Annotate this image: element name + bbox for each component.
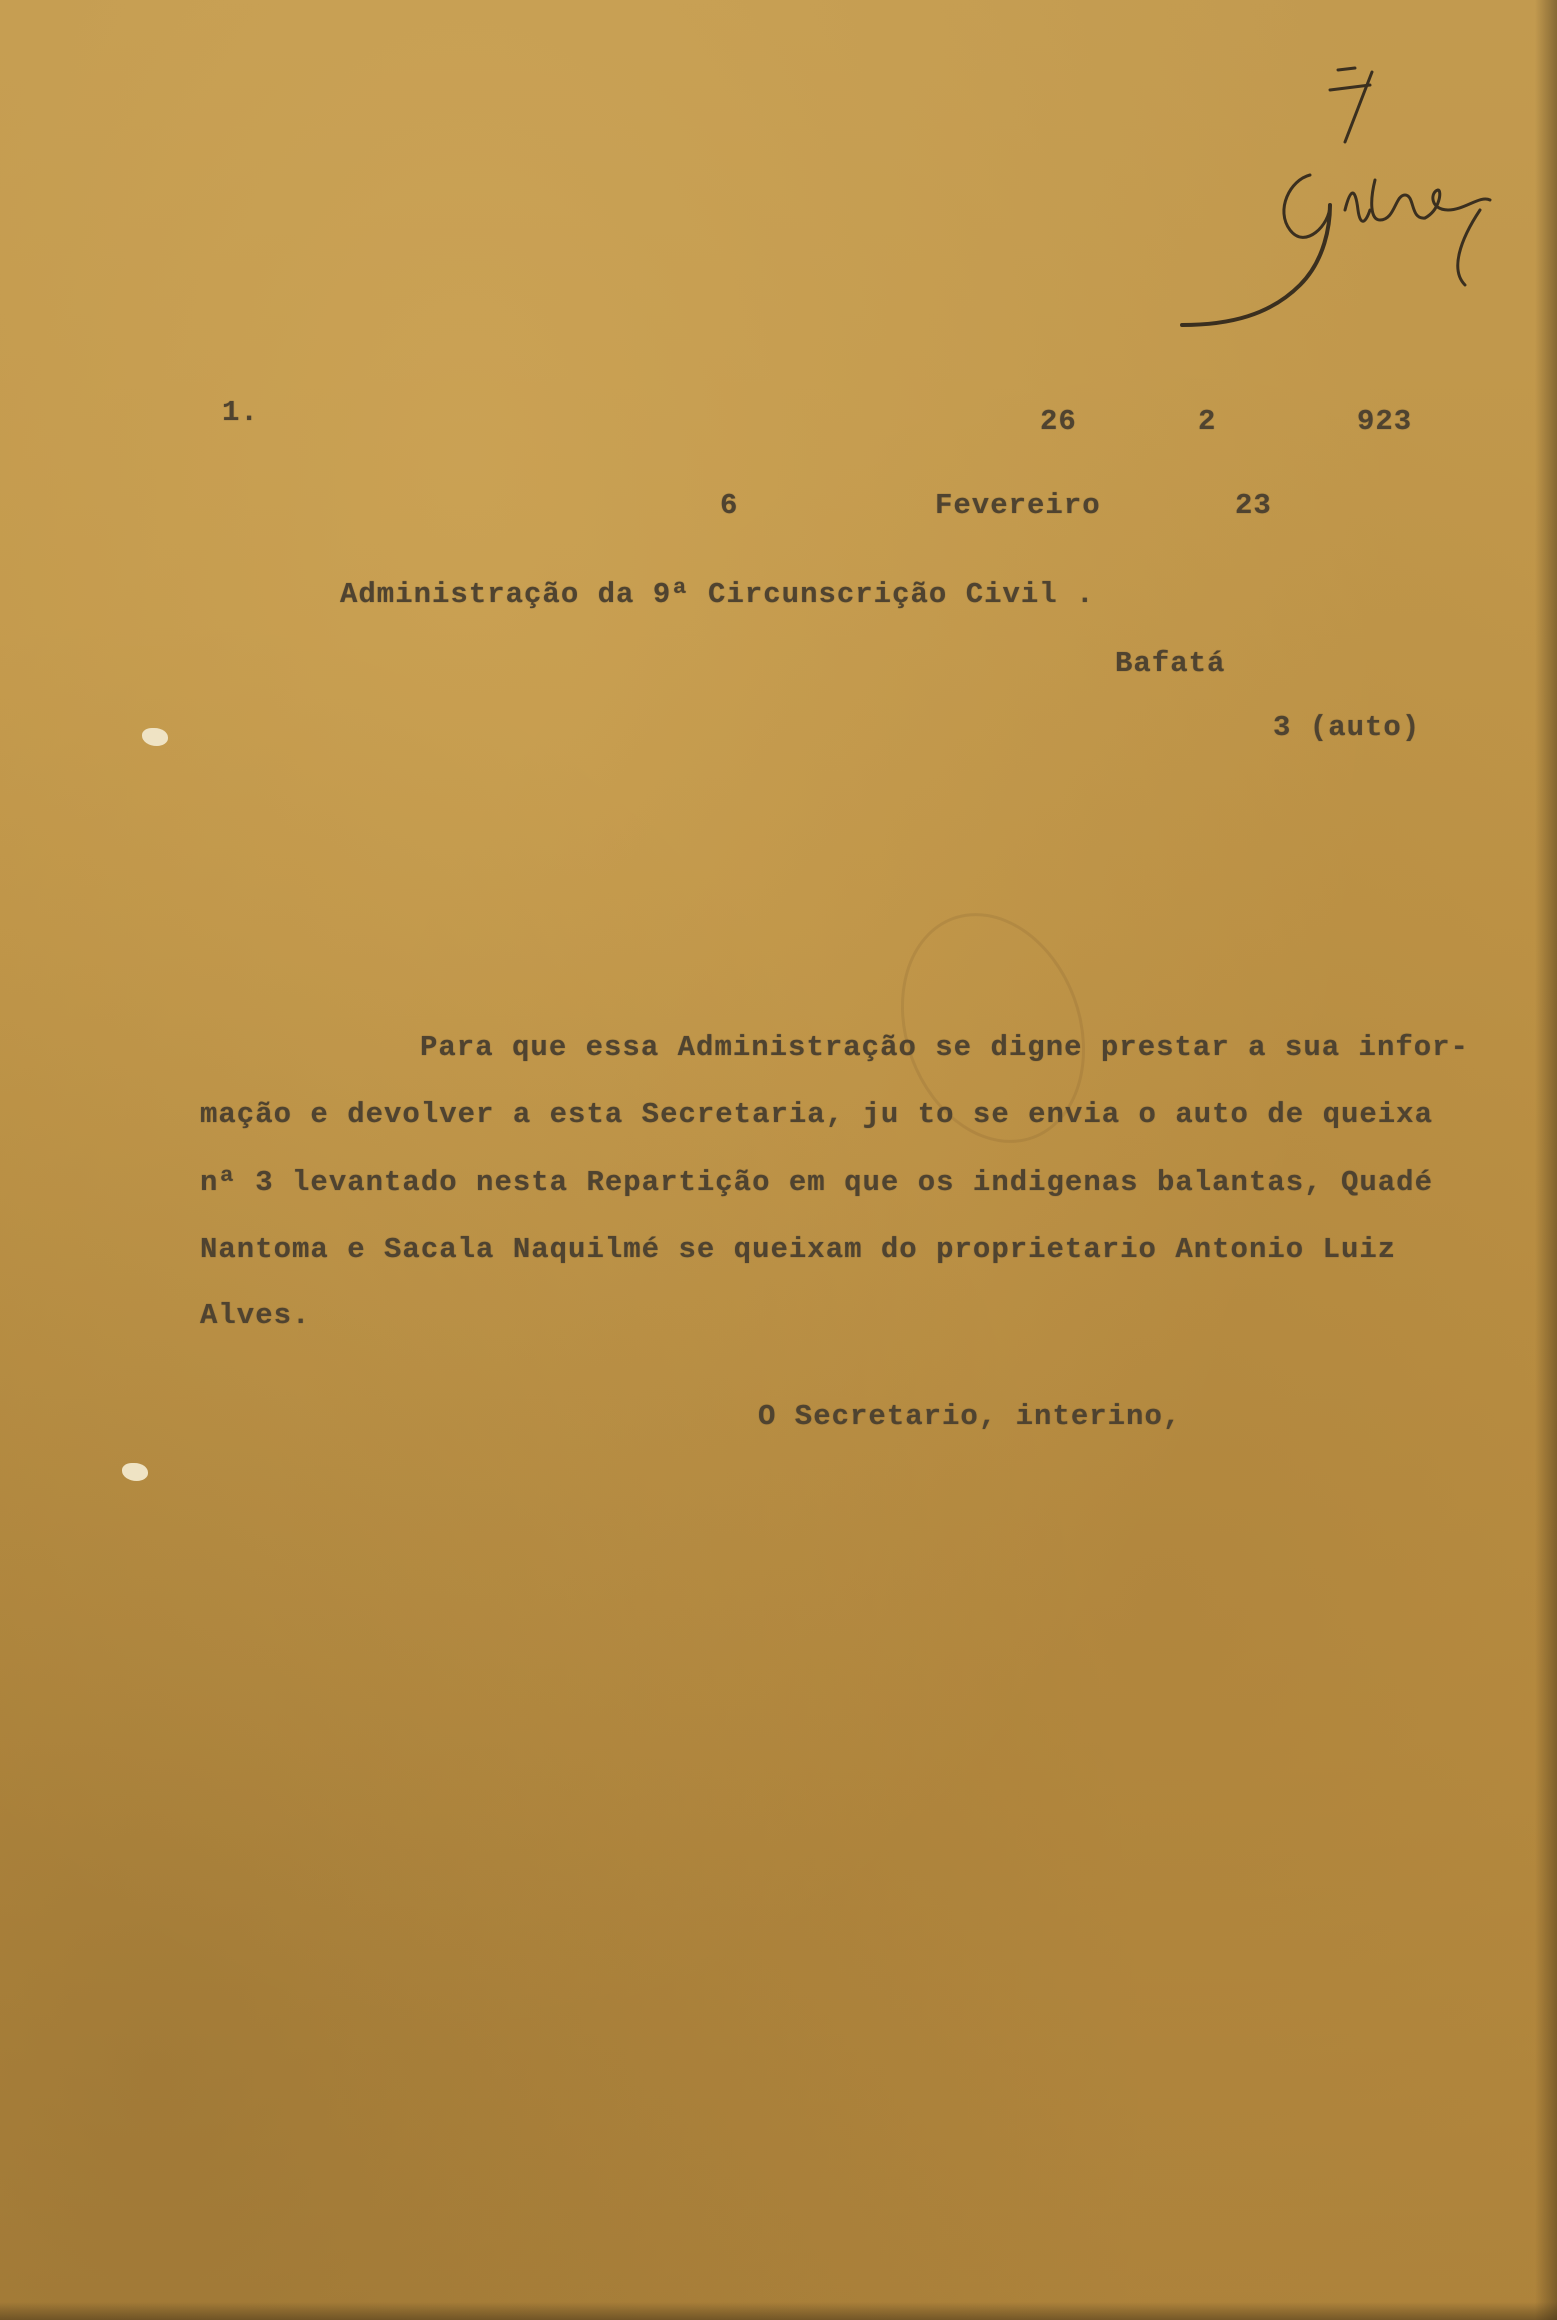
dispatch-year: 23 (1235, 489, 1272, 522)
punch-hole-bottom (122, 1463, 148, 1481)
body-line: mação e devolver a esta Secretaria, ju to se envia o auto de queixa (200, 1098, 1433, 1131)
paper-edge-right (1535, 0, 1557, 2320)
punch-hole-top (142, 728, 168, 746)
attachment-reference: 3 (auto) (1273, 711, 1421, 744)
dispatch-day: 6 (720, 489, 739, 522)
dispatch-month: Fevereiro (935, 489, 1101, 522)
body-line: Para que essa Administração se digne prestar a sua infor- (420, 1031, 1469, 1064)
paper-edge-bottom (0, 2302, 1557, 2320)
addressee: Administração da 9ª Circunscrição Civil . (340, 578, 1095, 611)
registry-year: 923 (1357, 405, 1413, 438)
folio-signature-mark (1180, 60, 1520, 340)
location: Bafatá (1115, 647, 1226, 680)
body-line: Nantoma e Sacala Naquilmé se queixam do proprietario Antonio Luiz (200, 1233, 1397, 1266)
body-line: nª 3 levantado nesta Repartição em que os indigenas balantas, Quadé (200, 1166, 1433, 1199)
closing-signature-line: O Secretario, interino, (758, 1400, 1182, 1433)
registry-day: 26 (1040, 405, 1077, 438)
body-line: Alves. (200, 1299, 311, 1332)
registry-month: 2 (1198, 405, 1217, 438)
entry-number: 1. (222, 396, 259, 429)
